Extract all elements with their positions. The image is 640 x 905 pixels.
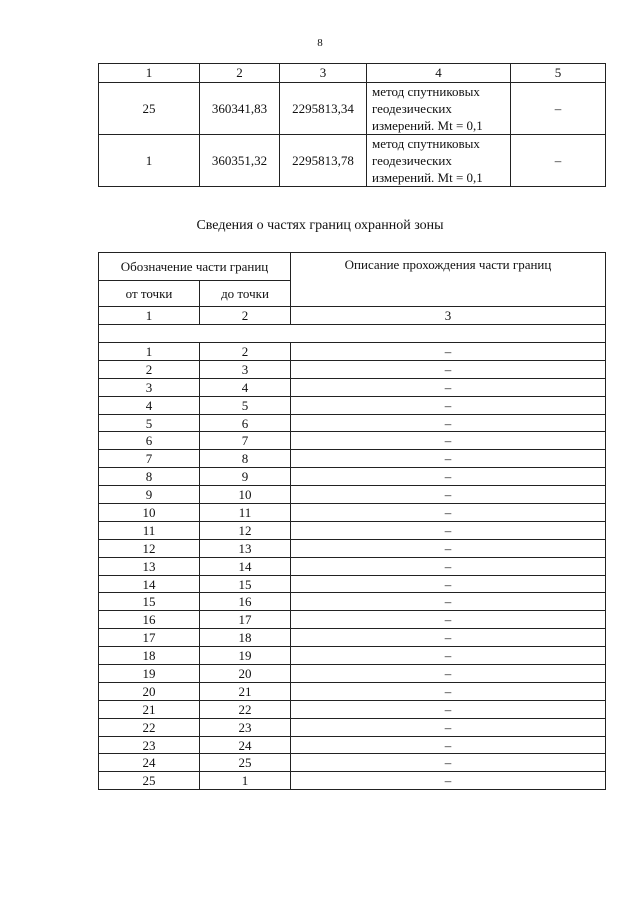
to-point: 20 [200,665,291,683]
table-row [99,718,606,736]
from-point: 13 [99,557,200,575]
blank-cell [99,325,606,343]
table-row [99,450,606,468]
description-cell: – [291,396,606,414]
to-point: 10 [200,486,291,504]
section-title: Сведения о частях границ охранной зоны [196,218,444,233]
column-number: 3 [280,64,367,83]
to-point: 25 [200,754,291,772]
description-header: Описание прохождения части границ [291,253,606,307]
method-line: измерений. Mt = 0,1 [372,170,483,185]
to-point: 11 [200,504,291,522]
to-point: 21 [200,682,291,700]
to-point: 5 [200,396,291,414]
description-cell: – [291,557,606,575]
description-cell: – [291,432,606,450]
blank-row [99,325,606,343]
from-point: 16 [99,611,200,629]
to-point: 17 [200,611,291,629]
page-number: 8 [317,37,323,49]
table-row [99,754,606,772]
from-point: 17 [99,629,200,647]
to-point: 13 [200,539,291,557]
description-cell: – [291,575,606,593]
table-row [99,83,606,135]
description-cell: – [291,486,606,504]
description-cell: – [291,700,606,718]
from-point: 5 [99,414,200,432]
description-cell: – [291,450,606,468]
to-point: 2 [200,343,291,361]
table-row [99,432,606,450]
point-number: 25 [99,83,200,135]
coordinates-header-row [99,64,606,83]
description-cell: – [291,772,606,790]
description-cell: – [291,718,606,736]
to-point: 24 [200,736,291,754]
to-point: 6 [200,414,291,432]
coordinates-table [98,63,606,187]
table-row [99,629,606,647]
table-row [99,593,606,611]
from-point: 25 [99,772,200,790]
to-point: 18 [200,629,291,647]
table-row [99,611,606,629]
description-cell: – [291,378,606,396]
column-numbers-row [99,307,606,325]
table-row [99,504,606,522]
to-point: 12 [200,521,291,539]
x-coordinate: 360351,32 [200,135,280,187]
x-coordinate: 360341,83 [200,83,280,135]
method-line: метод спутниковых [372,136,480,151]
from-point: 24 [99,754,200,772]
table-row [99,772,606,790]
description-cell: – [291,593,606,611]
method-cell [367,83,511,135]
to-point: 22 [200,700,291,718]
to-point: 14 [200,557,291,575]
description-cell: – [291,521,606,539]
from-point: 14 [99,575,200,593]
description-cell: – [291,665,606,683]
to-point: 23 [200,718,291,736]
table-row [99,135,606,187]
from-point: 22 [99,718,200,736]
to-point: 4 [200,378,291,396]
to-point: 3 [200,360,291,378]
designation-header: Обозначение части границ [99,253,291,281]
note-cell: – [511,83,606,135]
from-point: 12 [99,539,200,557]
table-row [99,539,606,557]
table-row [99,468,606,486]
description-cell: – [291,611,606,629]
to-point: 19 [200,647,291,665]
column-number: 4 [367,64,511,83]
column-number: 2 [200,307,291,325]
to-point: 8 [200,450,291,468]
table-row [99,360,606,378]
to-point: 7 [200,432,291,450]
table-row [99,396,606,414]
column-number: 5 [511,64,606,83]
y-coordinate: 2295813,78 [280,135,367,187]
method-line: геодезических [372,101,452,116]
method-cell [367,135,511,187]
to-point: 16 [200,593,291,611]
column-number: 2 [200,64,280,83]
description-cell: – [291,736,606,754]
description-cell: – [291,682,606,700]
from-point-header: от точки [99,281,200,307]
from-point: 20 [99,682,200,700]
from-point: 21 [99,700,200,718]
column-number: 1 [99,64,200,83]
from-point: 2 [99,360,200,378]
table-row [99,557,606,575]
table-row [99,378,606,396]
to-point: 9 [200,468,291,486]
table-row [99,575,606,593]
description-cell: – [291,754,606,772]
table-row [99,647,606,665]
from-point: 18 [99,647,200,665]
from-point: 3 [99,378,200,396]
table-row [99,343,606,361]
description-cell: – [291,629,606,647]
table-row [99,736,606,754]
description-cell: – [291,539,606,557]
column-number: 3 [291,307,606,325]
from-point: 10 [99,504,200,522]
method-line: метод спутниковых [372,84,480,99]
from-point: 19 [99,665,200,683]
table-row [99,486,606,504]
to-point: 15 [200,575,291,593]
from-point: 11 [99,521,200,539]
point-number: 1 [99,135,200,187]
table-row [99,700,606,718]
table-row [99,682,606,700]
from-point: 6 [99,432,200,450]
header-row [99,253,606,281]
method-line: измерений. Mt = 0,1 [372,118,483,133]
y-coordinate: 2295813,34 [280,83,367,135]
from-point: 4 [99,396,200,414]
from-point: 8 [99,468,200,486]
from-point: 23 [99,736,200,754]
description-cell: – [291,468,606,486]
from-point: 15 [99,593,200,611]
description-cell: – [291,504,606,522]
description-cell: – [291,647,606,665]
from-point: 1 [99,343,200,361]
to-point: 1 [200,772,291,790]
from-point: 9 [99,486,200,504]
column-number: 1 [99,307,200,325]
description-cell: – [291,414,606,432]
method-line: геодезических [372,153,452,168]
description-cell: – [291,360,606,378]
table-row [99,521,606,539]
table-row [99,414,606,432]
note-cell: – [511,135,606,187]
description-cell: – [291,343,606,361]
from-point: 7 [99,450,200,468]
table-row [99,665,606,683]
to-point-header: до точки [200,281,291,307]
boundary-parts-table [98,252,606,790]
